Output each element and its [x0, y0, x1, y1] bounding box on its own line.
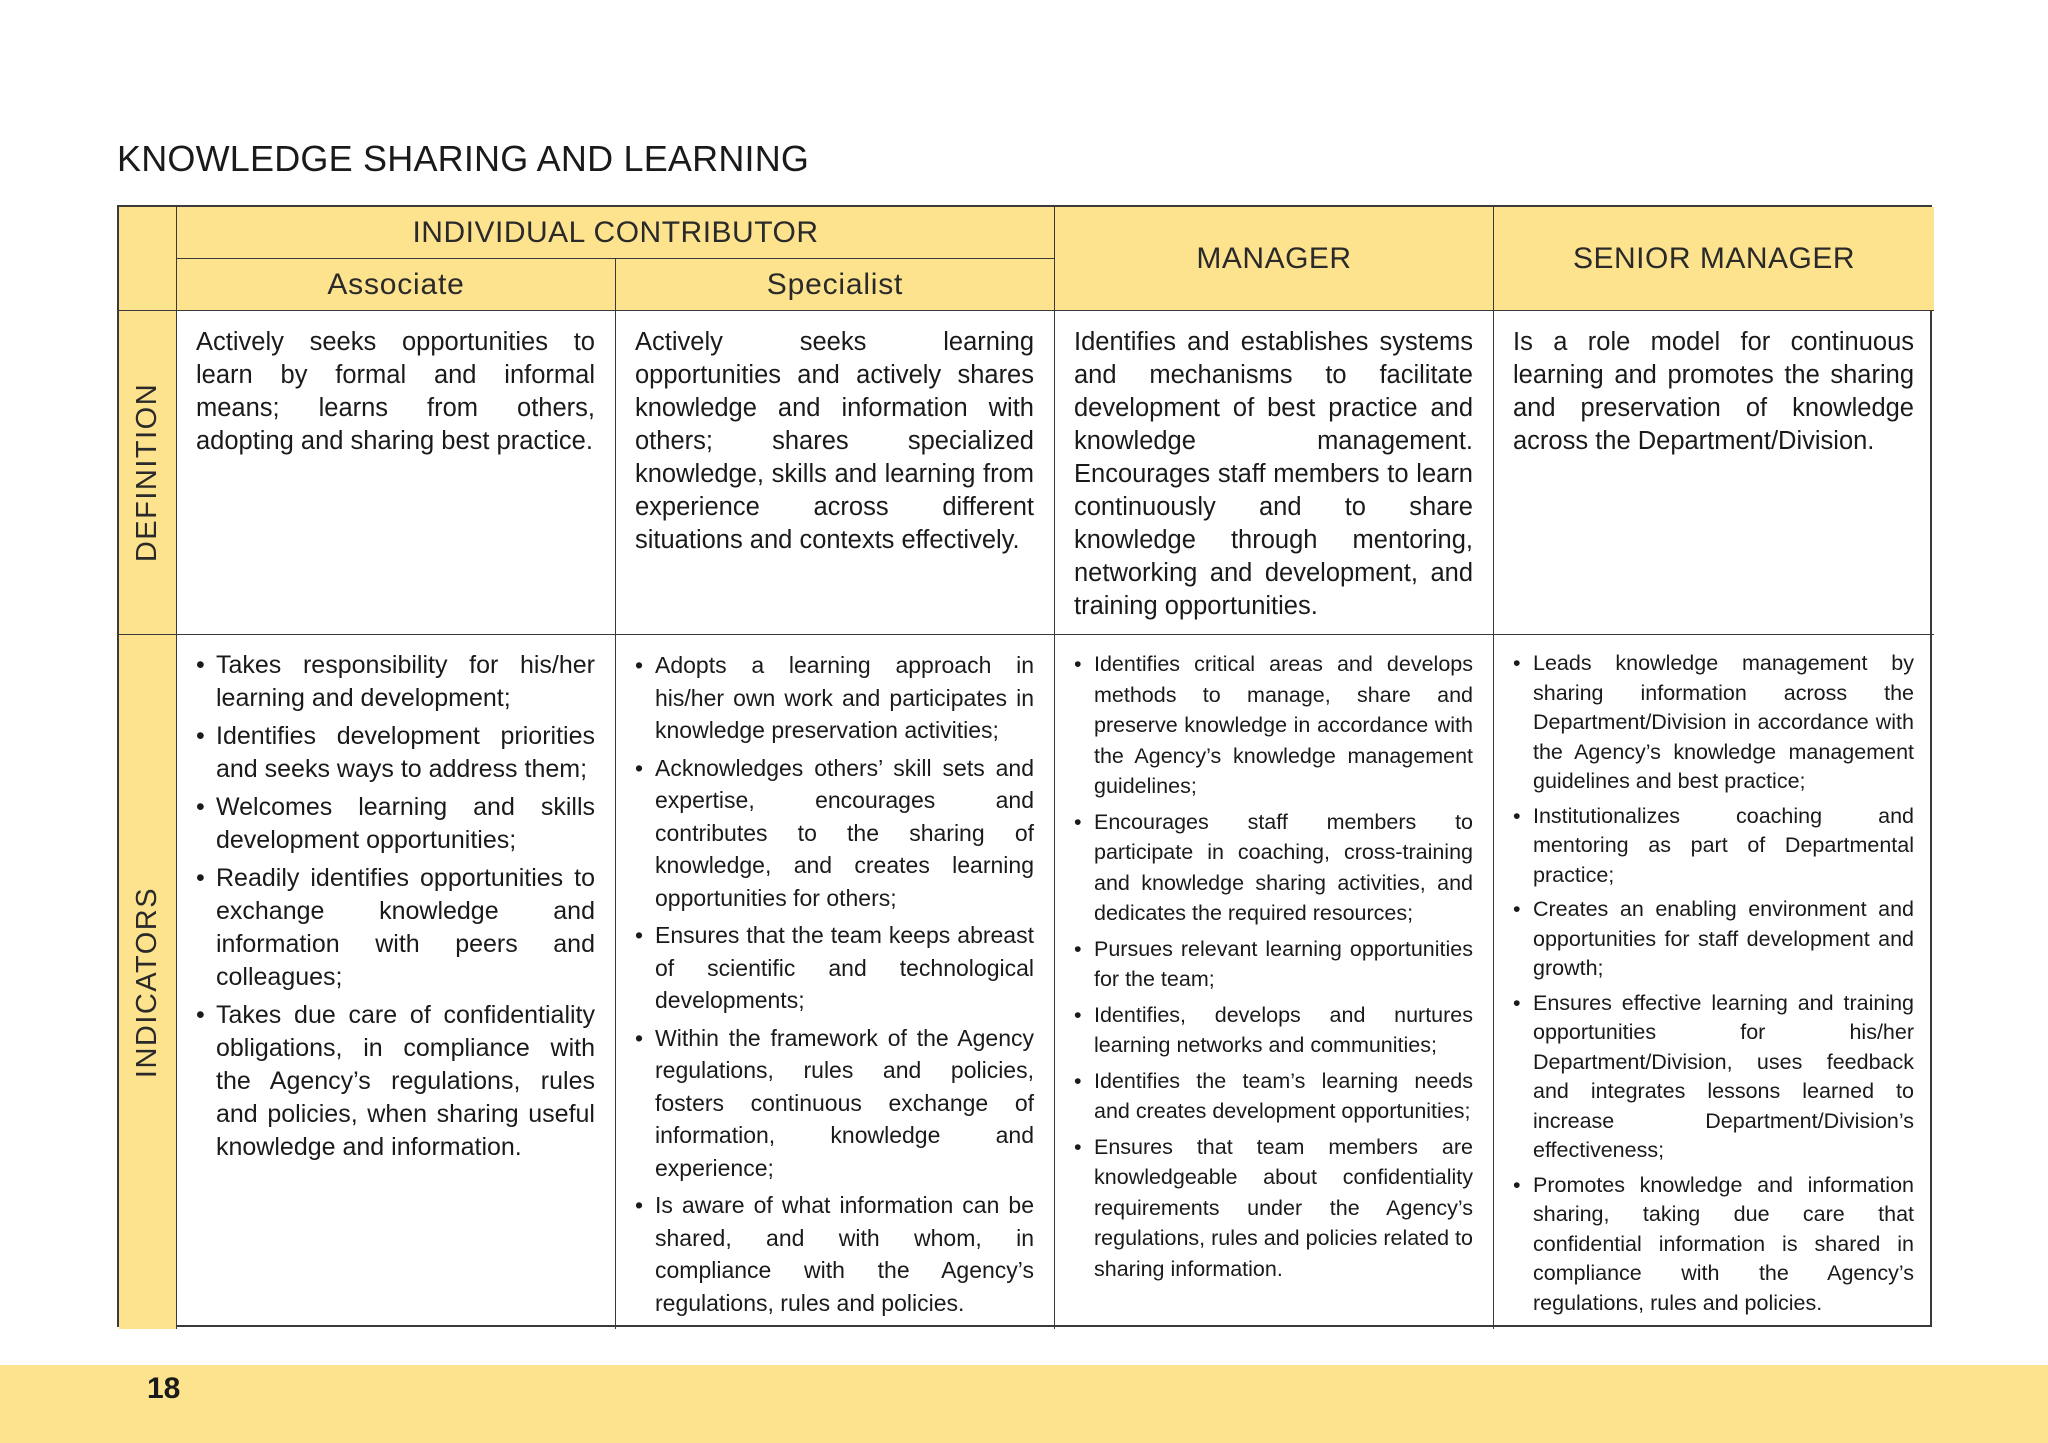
header-individual-contributor: INDIVIDUAL CONTRIBUTOR	[177, 207, 1055, 259]
indicator-list	[196, 649, 595, 1164]
definition-manager: Identifies and establishes systems and mechanisms to facilitate development of best practice and knowledge management. Encourages staff members to learn continuously and to share knowledge through mentoring, networking and development, and training opportunities.	[1055, 311, 1494, 635]
footer-band	[0, 1365, 2048, 1443]
definition-label: DEFINITION	[131, 382, 163, 563]
indicator-item: • Identifies, develops and nurtures learning networks and communities;	[1074, 1000, 1473, 1061]
indicator-item: • Adopts a learning approach in his/her own work and participates in knowledge preservation activities;	[635, 649, 1034, 747]
indicator-item: • Ensures effective learning and training opportunities for his/her Department/Division, uses feedback and integrates lessons learned to increase Department/Division’s effectiveness;	[1513, 989, 1914, 1166]
indicator-item: • Identifies development priorities and seeks ways to address them;	[196, 720, 595, 786]
indicator-item: • Ensures that team members are knowledgeable about confidentiality requirements under the Agency’s regulations, rules and policies related to sharing information.	[1074, 1132, 1473, 1285]
indicator-item: • Pursues relevant learning opportunities for the team;	[1074, 934, 1473, 995]
indicators-associate	[177, 635, 616, 1329]
header-senior-manager: SENIOR MANAGER	[1494, 207, 1934, 311]
indicators-specialist	[616, 635, 1055, 1329]
header-specialist: Specialist	[616, 259, 1055, 311]
corner-cell	[119, 207, 177, 311]
indicator-item: • Creates an enabling environment and opportunities for staff development and growth;	[1513, 895, 1914, 984]
header-associate: Associate	[177, 259, 616, 311]
row-label-definition	[119, 311, 177, 635]
indicator-item: • Identifies the team’s learning needs and creates development opportunities;	[1074, 1066, 1473, 1127]
indicator-item: • Identifies critical areas and develops methods to manage, share and preserve knowledge in accordance with the Agency’s knowledge management guidelines;	[1074, 649, 1473, 802]
definition-associate: Actively seeks opportunities to learn by formal and informal means; learns from others, adopting and sharing best practice.	[177, 311, 616, 635]
page-title: KNOWLEDGE SHARING AND LEARNING	[117, 138, 810, 179]
competency-table	[117, 205, 1932, 1327]
definition-specialist: Actively seeks learning opportunities and actively shares knowledge and information with others; shares specialized knowledge, skills and learning from experience across different situations and contexts effectively.	[616, 311, 1055, 635]
indicator-item: • Readily identifies opportunities to exchange knowledge and information with peers and colleagues;	[196, 862, 595, 994]
definition-senior-manager: Is a role model for continuous learning and promotes the sharing and preservation of knowledge across the Department/Division.	[1494, 311, 1934, 635]
row-label-indicators	[119, 635, 177, 1329]
indicator-item: • Ensures that the team keeps abreast of scientific and technological developments;	[635, 919, 1034, 1017]
indicator-item: • Leads knowledge management by sharing information across the Department/Division in accordance with the Agency’s knowledge management guidelines and best practice;	[1513, 649, 1914, 797]
indicator-item: • Promotes knowledge and information sharing, taking due care that confidential information is shared in compliance with the Agency’s regulations, rules and policies.	[1513, 1171, 1914, 1319]
indicator-item: • Within the framework of the Agency regulations, rules and policies, fosters continuous exchange of information, knowledge and experience;	[635, 1022, 1034, 1185]
indicator-list	[1513, 649, 1914, 1318]
header-manager: MANAGER	[1055, 207, 1494, 311]
indicator-list	[635, 649, 1034, 1319]
indicator-item: • Acknowledges others’ skill sets and expertise, encourages and contributes to the sharing of knowledge, and creates learning opportunities for others;	[635, 752, 1034, 915]
indicators-manager	[1055, 635, 1494, 1329]
indicator-item: • Institutionalizes coaching and mentoring as part of Departmental practice;	[1513, 802, 1914, 891]
indicator-item: • Encourages staff members to participate in coaching, cross-training and knowledge sharing activities, and dedicates the required resources;	[1074, 807, 1473, 929]
indicator-item: • Takes responsibility for his/her learning and development;	[196, 649, 595, 715]
indicator-list	[1074, 649, 1473, 1284]
indicators-senior-manager	[1494, 635, 1934, 1329]
indicator-item: • Takes due care of confidentiality obligations, in compliance with the Agency’s regulations, rules and policies, when sharing useful knowledge and information.	[196, 999, 595, 1164]
page-number: 18	[147, 1372, 181, 1405]
indicators-label: INDICATORS	[131, 886, 164, 1078]
indicator-item: • Is aware of what information can be shared, and with whom, in compliance with the Agency’s regulations, rules and policies.	[635, 1189, 1034, 1319]
indicator-item: • Welcomes learning and skills development opportunities;	[196, 791, 595, 857]
